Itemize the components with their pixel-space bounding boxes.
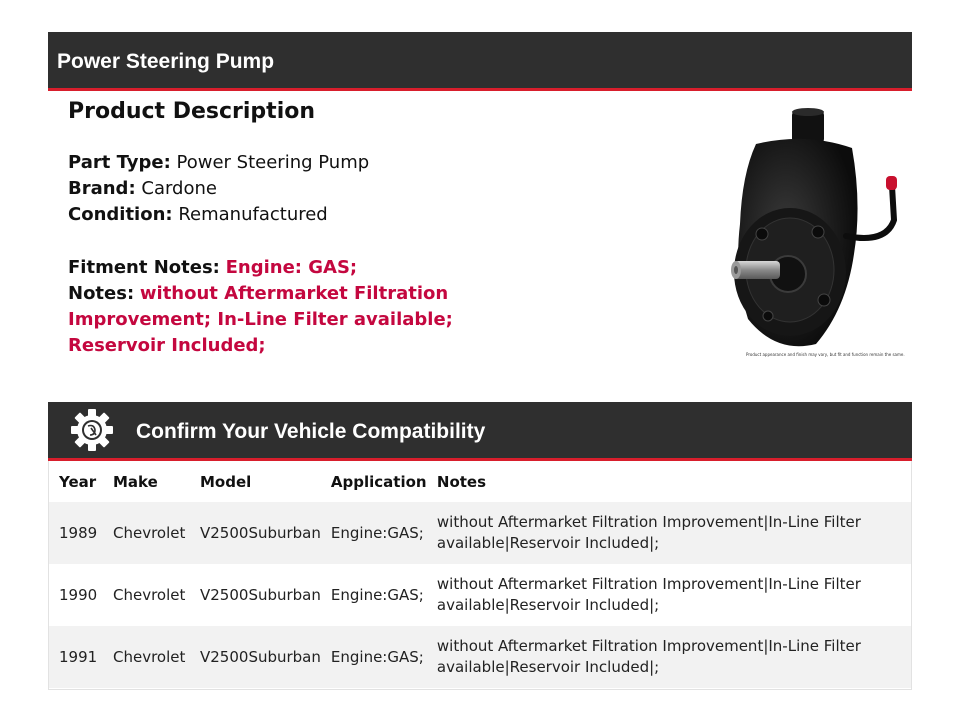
cell-application-line: Engine: bbox=[330, 585, 388, 604]
cell-year: 1990 bbox=[59, 585, 98, 604]
product-image-caption: Product appearance and finish may vary, but fit and function remain the same. bbox=[746, 352, 905, 357]
cell-application-line: Engine: bbox=[330, 647, 388, 666]
cell-model-line: Suburban bbox=[248, 647, 321, 666]
table-row bbox=[49, 626, 911, 688]
notes-value: without Aftermarket Filtration Improvement; In-Line Filter available; Reservoir Included; bbox=[68, 283, 453, 356]
cell-notes: without Aftermarket Filtration Improvement|In-Line Filter available|Reservoir Included|; bbox=[436, 575, 861, 614]
table-header-row bbox=[49, 461, 911, 502]
column-header-year: Year bbox=[59, 472, 97, 491]
condition-value: Remanufactured bbox=[178, 204, 328, 225]
cell-application-line: GAS; bbox=[387, 647, 424, 666]
gear-icon bbox=[70, 408, 114, 452]
brand-label: Brand: bbox=[68, 178, 136, 199]
part-type-label: Part Type: bbox=[68, 152, 171, 173]
compatibility-table bbox=[48, 461, 912, 690]
condition-label: Condition: bbox=[68, 204, 173, 225]
cell-application-line: GAS; bbox=[387, 523, 424, 542]
table-row bbox=[49, 502, 911, 564]
cell-application-line: Engine: bbox=[330, 523, 388, 542]
table-row bbox=[49, 564, 911, 626]
product-image bbox=[726, 104, 905, 362]
cell-application-line: GAS; bbox=[387, 585, 424, 604]
part-type-line bbox=[68, 150, 688, 176]
cell-application bbox=[321, 564, 427, 626]
fitment-notes-label: Fitment Notes: bbox=[68, 257, 220, 278]
cell-model bbox=[190, 502, 321, 564]
power-steering-pump-illustration bbox=[726, 104, 902, 354]
cell-application bbox=[321, 502, 427, 564]
brand-line bbox=[68, 176, 688, 202]
cell-application bbox=[321, 626, 427, 688]
cell-model-line: Suburban bbox=[248, 585, 321, 604]
fitment-notes-line bbox=[68, 255, 688, 281]
brand-value: Cardone bbox=[141, 178, 217, 199]
condition-line bbox=[68, 202, 688, 228]
cell-make: Chevrolet bbox=[113, 585, 186, 604]
compatibility-header-bar bbox=[48, 402, 912, 461]
cell-model-line: V2500 bbox=[200, 585, 249, 604]
cell-make: Chevrolet bbox=[113, 523, 186, 542]
cell-model-line: V2500 bbox=[200, 523, 249, 542]
product-title: Power Steering Pump bbox=[57, 50, 275, 73]
cell-make: Chevrolet bbox=[113, 647, 186, 666]
part-type-value: Power Steering Pump bbox=[176, 152, 370, 173]
cell-model-line: V2500 bbox=[200, 647, 249, 666]
product-description bbox=[68, 98, 688, 359]
fitment-notes-value: Engine: GAS; bbox=[225, 257, 358, 278]
description-heading: Product Description bbox=[68, 99, 316, 124]
cell-year: 1991 bbox=[59, 647, 98, 666]
product-header-bar bbox=[48, 32, 912, 91]
notes-line bbox=[68, 281, 468, 359]
cell-notes: without Aftermarket Filtration Improvement|In-Line Filter available|Reservoir Included|; bbox=[436, 513, 861, 552]
cell-model bbox=[190, 626, 321, 688]
column-header-model: Model bbox=[200, 472, 252, 491]
notes-label: Notes: bbox=[68, 283, 135, 304]
column-header-application: Application bbox=[330, 472, 427, 491]
compatibility-title: Confirm Your Vehicle Compatibility bbox=[136, 420, 486, 443]
column-header-make: Make bbox=[113, 472, 158, 491]
cell-year: 1989 bbox=[59, 523, 98, 542]
column-header-notes: Notes bbox=[436, 472, 487, 491]
cell-model-line: Suburban bbox=[248, 523, 321, 542]
cell-model bbox=[190, 564, 321, 626]
cell-notes: without Aftermarket Filtration Improvement|In-Line Filter available|Reservoir Included|; bbox=[436, 637, 861, 676]
